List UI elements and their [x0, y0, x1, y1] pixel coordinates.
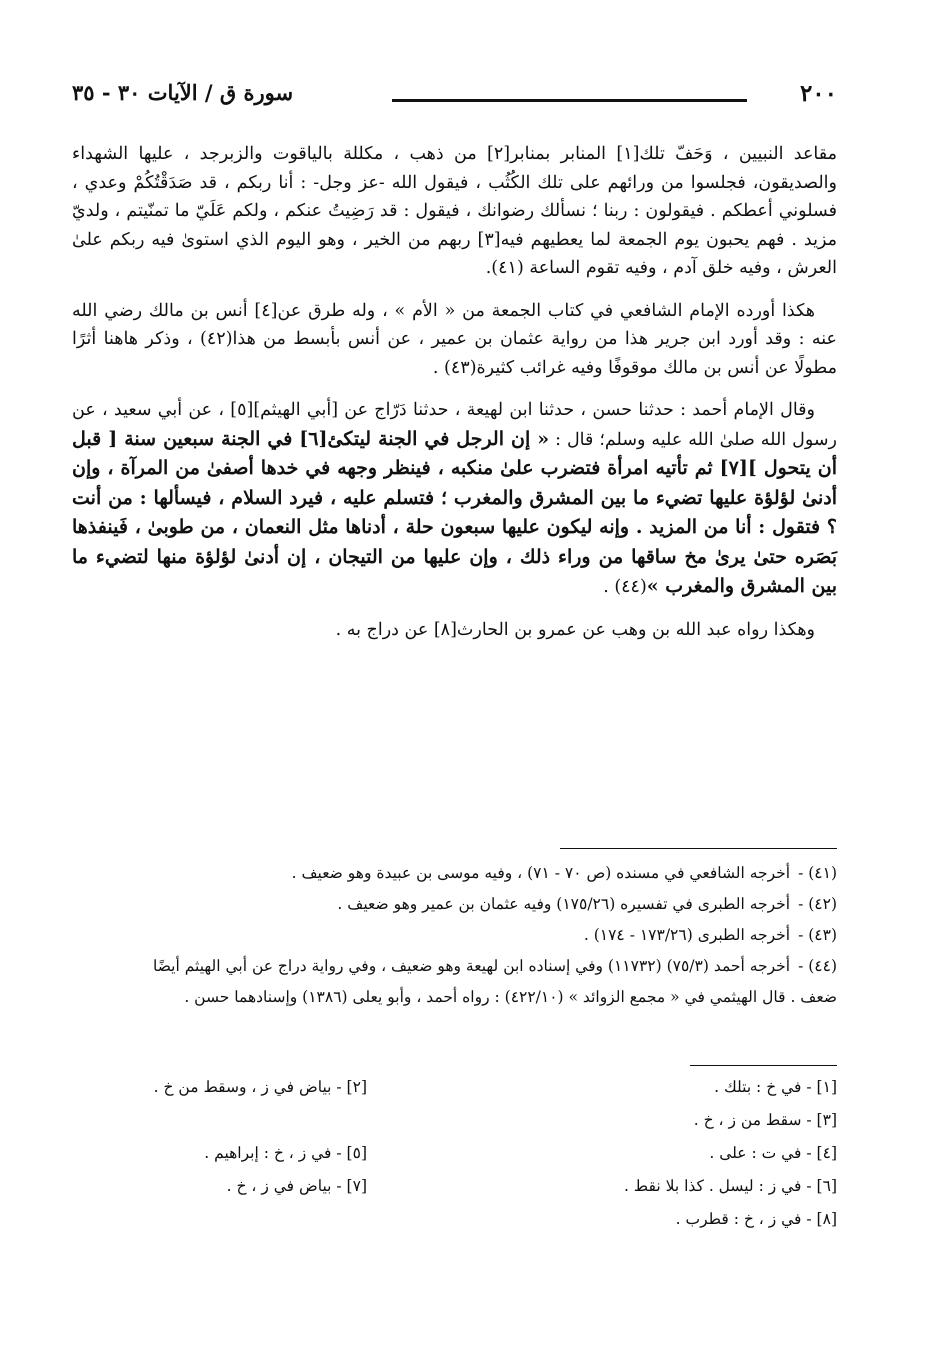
- footnote-44: [140, 951, 837, 1013]
- footnote-41: [140, 858, 837, 889]
- footnote-43: [140, 920, 837, 951]
- variant-note: [٧] - بياض في ز ، خ .: [226, 1177, 367, 1195]
- footnote-text: أخرجه الشافعي في مسنده (ص ٧٠ - ٧١) ، وفيه موسى بن عبيدة وهو ضعيف .: [291, 864, 791, 882]
- footnote-number: (٤٤) -: [798, 957, 837, 975]
- page-header: [72, 80, 837, 114]
- footnotes: [140, 858, 837, 1013]
- variant-row: [80, 1111, 837, 1144]
- footnote-text: أخرجه الطبرى في تفسيره (١٧٥/٢٦) وفيه عثمان بن عمير وهو ضعيف .: [337, 895, 791, 913]
- variant-row: [80, 1210, 837, 1243]
- footnote-divider: [560, 848, 837, 849]
- variant-note: [٤] - في ت : على .: [709, 1144, 837, 1162]
- footnote-ref-44: (٤٤) .: [603, 577, 647, 597]
- paragraph-4: وهكذا رواه عبد الله بن وهب عن عمرو بن الحارث[٨] عن دراج به .: [335, 619, 815, 640]
- manuscript-variants: [80, 1078, 837, 1243]
- variant-note: [١] - في خ : بتلك .: [714, 1078, 837, 1096]
- footnote-number: (٤٢) -: [798, 895, 837, 913]
- footnote-text: أخرجه الطبرى (١٧٣/٢٦ - ١٧٤) .: [583, 926, 791, 944]
- paragraph-1: مقاعد النبيين ، وَحَفّ تلك[١] المنابر بمنابر[٢] من ذهب ، مكللة بالياقوت والزبرجد ، عليها الشهداء والصديقون، فجلسوا من ورائهم على تلك الكُثُب ، فيقول الله -عز وجل- : أنا ربكم ، قد صَدَقْتُكُمْ وعدي ، فسلوني أعطكم . فيقولون : ربنا ؛ نسألك رضوانك ، فيقول : قد رَضِيتُ عنكم ، ولكم عَلَيّ ما تمنّيتم ، ولديّ مزيد . فهم يحبون يوم الجمعة لما يعطيهم فيه[٣] ربهم من الخير ، وهو اليوم الذي استوىٰ فيه ربكم علىٰ العرش ، وفيه خلق آدم ، وفيه تقوم الساعة (٤١).: [72, 144, 837, 278]
- paragraph-3: [72, 396, 837, 602]
- hadith-text: « إن الرجل في الجنة ليتكئ[٦] في الجنة سبعين سنة [ قبل أن يتحول ][٧] ثم تأتيه امرأة فتضرب علىٰ منكبه ، فينظر وجهه في خدها أصفىٰ من المرآة ، وإن أدنىٰ لؤلؤة عليها تضيء ما بين المشرق والمغرب ؛ فتسلم عليه ، فيرد السلام ، فيسألها : من أنت ؟ فتقول : أنا من المزيد . وإنه ليكون عليها سبعون حلة ، أدناها مثل النعمان ، من طوبىٰ ، فَينفذها بَصَره حتىٰ يرىٰ مخ ساقها من وراء ذلك ، وإن عليها من التيجان ، إن أدنىٰ لؤلؤة منها لتضيء ما بين المشرق والمغرب »: [72, 427, 837, 597]
- footnote-text: أخرجه أحمد (٧٥/٣) (١١٧٣٢) وفي إسناده ابن لهيعة وهو ضعيف ، وفي رواية دراج عن أبي الهيثم أيضًا ضعف . قال الهيثمي في « مجمع الزوائد » (٤٢٢/١٠) : رواه أحمد ، وأبو يعلى (١٣٨٦) وإسنادهما حسن .: [153, 957, 837, 1006]
- variant-note: [٥] - في ز ، خ : إبراهيم .: [204, 1144, 367, 1162]
- variants-divider: [690, 1065, 837, 1066]
- hadith-isnad: وقال الإمام أحمد : حدثنا حسن ، حدثنا ابن لهيعة ، حدثنا دَرّاج عن [أبي الهيثم][٥] ، عن أبي سعيد ، عن رسول الله صلىٰ الله عليه وسلم؛ قال :: [72, 400, 837, 450]
- variant-note: [٨] - في ز ، خ : قطرب .: [675, 1210, 837, 1228]
- paragraph-2: هكذا أورده الإمام الشافعي في كتاب الجمعة من « الأم » ، وله طرق عن[٤] أنس بن مالك رضي الله عنه : وقد أورد ابن جرير هذا من رواية عثمان بن عمير ، عن أنس بأبسط من هذا(٤٢) ، وذكر هاهنا أثرًا مطولًا عن أنس بن مالك موقوفًا وفيه غرائب كثيرة(٤٣) .: [72, 300, 837, 378]
- footnote-42: [140, 889, 837, 920]
- footnote-number: (٤٣) -: [798, 926, 837, 944]
- header-rule: [392, 99, 747, 102]
- footnote-number: (٤١) -: [798, 864, 837, 882]
- page-number: ٢٠٠: [799, 80, 837, 107]
- variant-note: [٦] - في ز : ليسل . كذا بلا نقط .: [623, 1177, 837, 1195]
- variant-row: [80, 1078, 837, 1111]
- main-text: [72, 140, 837, 644]
- variant-note: [٢] - بياض في ز ، وسقط من خ .: [153, 1078, 367, 1096]
- variant-row: [80, 1177, 837, 1210]
- variant-note: [٣] - سقط من ز ، خ .: [693, 1111, 837, 1129]
- variant-row: [80, 1144, 837, 1177]
- running-title: سورة ق / الآيات ٣٠ - ٣٥: [72, 80, 294, 105]
